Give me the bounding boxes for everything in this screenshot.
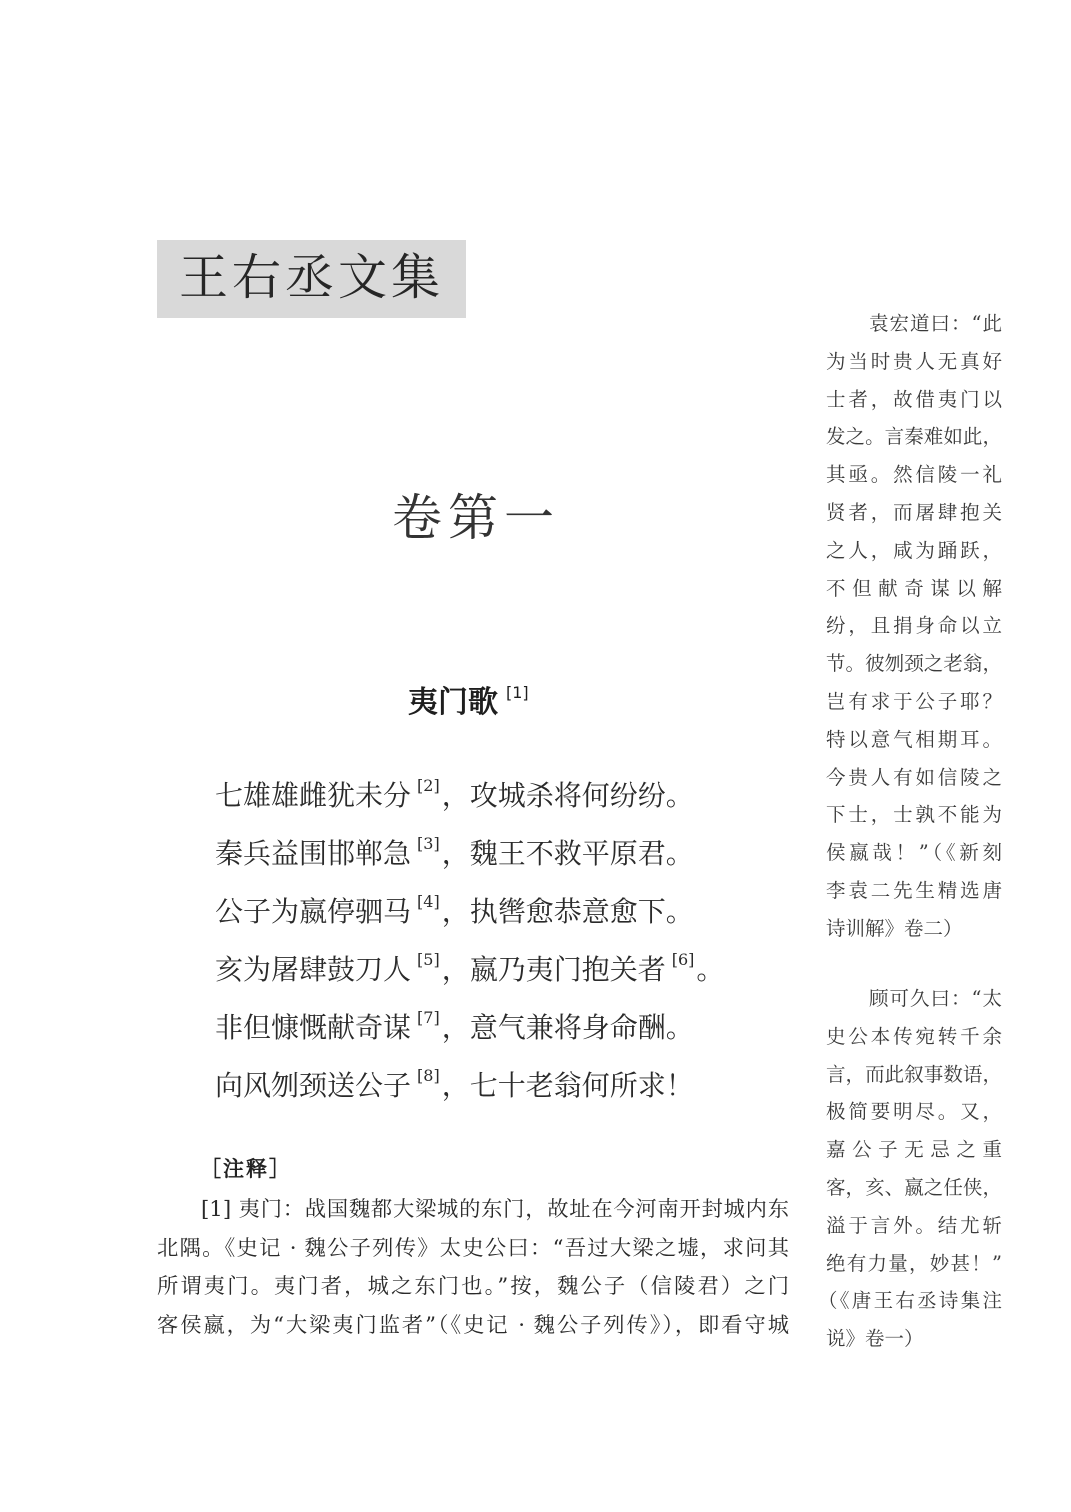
note-line: 客侯嬴，为“大梁夷门监者”（《史记 · 魏公子列传》），即看守城 xyxy=(157,1313,789,1339)
commentary-line: 士者，故借夷门以 xyxy=(826,387,1002,411)
commentary-line: 之人，咸为踊跃， xyxy=(826,538,1002,562)
poem-line-text: ，执辔愈恭意愈下。 xyxy=(441,895,694,928)
note-line: 所谓夷门。夷门者，城之东门也。”按，魏公子（信陵君）之门 xyxy=(157,1274,789,1300)
commentary-line: 贤者，而屠肆抱关 xyxy=(826,500,1002,524)
notes-heading: ［注释］ xyxy=(200,1157,292,1181)
commentary-line: 嘉公子无忌之重 xyxy=(826,1138,1002,1162)
poem-line xyxy=(215,815,775,873)
footnote-marker: [8] xyxy=(417,1066,440,1085)
commentary-line: 岂有求于公子耶？ xyxy=(826,689,1002,713)
poem-line-text: 向风刎颈送公子 xyxy=(215,1069,412,1102)
commentary-line: （《唐王右丞诗集注 xyxy=(818,1289,1002,1313)
poem-line xyxy=(215,989,775,1047)
poem-line xyxy=(215,873,775,931)
commentary-line: 极简要明尽。又， xyxy=(826,1100,1002,1124)
footnote-marker: [5] xyxy=(417,950,440,969)
poem-line-text: ，攻城杀将何纷纷。 xyxy=(441,779,694,812)
commentary-line: 史公本传宛转千余 xyxy=(826,1024,1002,1048)
commentary-block-yuan-hongdao xyxy=(826,305,1002,948)
poem-title-text: 夷门歌 xyxy=(408,685,498,720)
book-title-banner xyxy=(157,240,466,318)
commentary-block-gu-kejiu xyxy=(818,980,1002,1358)
poem-line-text: 七雄雄雌犹未分 xyxy=(215,779,412,812)
commentary-line: 不但献奇谋以解 xyxy=(826,576,1002,600)
commentary-line: 客，亥、嬴之任侠， xyxy=(826,1175,1002,1199)
poem-line-text: ，魏王不救平原君。 xyxy=(441,837,694,870)
poem-line-text: 公子为嬴停驷马 xyxy=(215,895,412,928)
commentary-line: 今贵人有如信陵之 xyxy=(826,765,1002,789)
footnote-marker: [7] xyxy=(417,1008,440,1027)
commentary-line: 李袁二先生精选唐 xyxy=(826,878,1002,902)
poem-line xyxy=(215,757,775,815)
footnote-marker: [4] xyxy=(417,892,440,911)
note-line: 北隅。《史记 · 魏公子列传》太史公曰：“吾过大梁之墟，求问其 xyxy=(157,1235,789,1261)
commentary-line: 诗训解》卷二） xyxy=(826,916,963,940)
poem-line xyxy=(215,931,775,989)
commentary-line: 说》卷一） xyxy=(826,1327,924,1351)
book-title: 王右丞文集 xyxy=(179,249,445,306)
commentary-line: 顾可久曰：“太 xyxy=(869,987,1002,1010)
commentary-line: 节。彼刎颈之老翁， xyxy=(826,652,1002,676)
footnote-marker: [6] xyxy=(671,950,695,969)
commentary-line: 溢于言外。结尤斩 xyxy=(826,1213,1002,1237)
footnote-marker: [1] xyxy=(506,683,529,702)
poem-title xyxy=(408,670,529,726)
poem-line-text: 亥为屠肆鼓刀人 xyxy=(215,953,412,986)
commentary-line: 下士，士孰不能为 xyxy=(826,803,1002,827)
poem-line-text: 秦兵益围邯郸急 xyxy=(215,837,412,870)
poem-line xyxy=(215,1047,775,1105)
commentary-line: 特以意气相期耳。 xyxy=(826,727,1002,751)
commentary-line: 言，而此叙事数语， xyxy=(826,1062,1002,1086)
footnote-marker: [2] xyxy=(417,776,440,795)
note-line: [1] 夷门：战国魏都大梁城的东门，故址在今河南开封城内东 xyxy=(201,1197,789,1222)
commentary-line: 纷，且捐身命以立 xyxy=(826,614,1002,638)
commentary-line: 其亟。然信陵一礼 xyxy=(826,463,1002,487)
commentary-line: 侯嬴哉！”（《新刻 xyxy=(826,841,1002,865)
poem-line-text: 非但慷慨献奇谋 xyxy=(215,1011,412,1044)
poem-line-text: 。 xyxy=(696,953,725,986)
volume-title: 卷第一 xyxy=(392,489,560,547)
commentary-line: 绝有力量，妙甚！” xyxy=(826,1251,1002,1275)
commentary-line: 发之。言秦难如此， xyxy=(826,425,1002,449)
poem-line-text: ，七十老翁何所求！ xyxy=(441,1069,694,1102)
footnote-marker: [3] xyxy=(417,834,440,853)
notes-body xyxy=(157,1191,789,1346)
commentary-line: 袁宏道曰：“此 xyxy=(869,312,1002,335)
commentary-line: 为当时贵人无真好 xyxy=(826,349,1002,373)
poem-line-text: ，嬴乃夷门抱关者 xyxy=(441,953,666,986)
poem-line-text: ，意气兼将身命酬。 xyxy=(441,1011,694,1044)
poem-body xyxy=(215,757,775,1105)
